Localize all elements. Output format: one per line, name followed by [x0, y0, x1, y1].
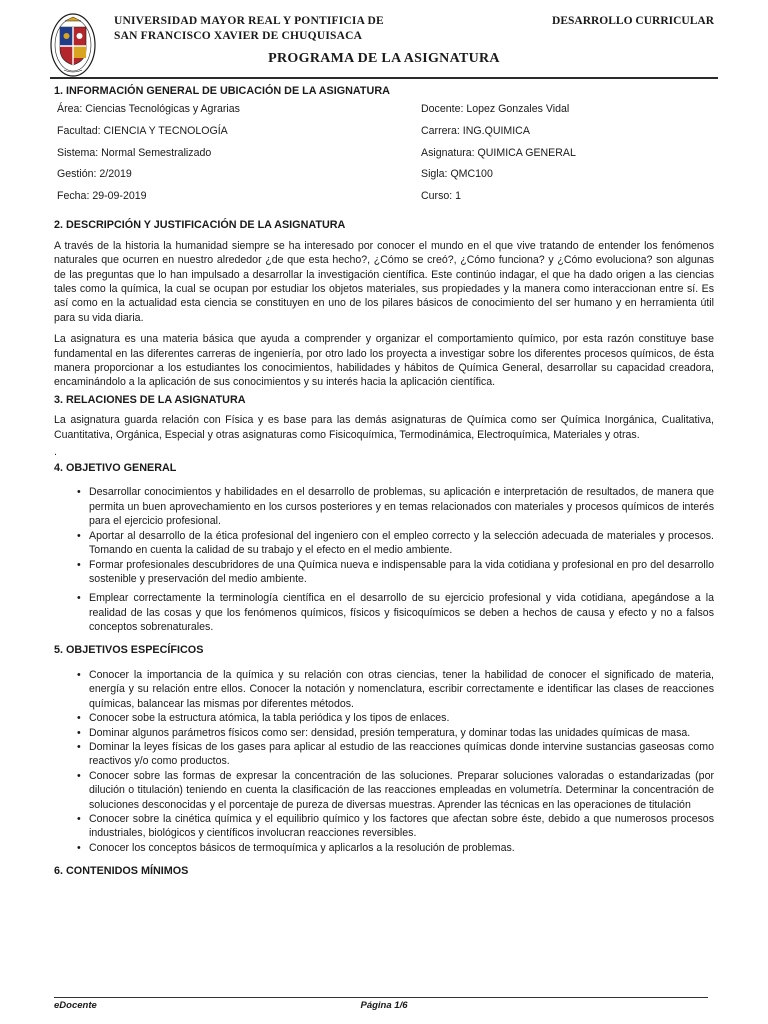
info-carrera: Carrera: ING.QUIMICA	[421, 125, 530, 137]
university-name-line1: UNIVERSIDAD MAYOR REAL Y PONTIFICIA DE	[114, 15, 384, 27]
description-paragraph-2: La asignatura es una materia básica que ayuda a comprender y organizar el comportamiento químico, por esta razón constituye base fundamental en las diferentes carreras de ingeniería, por otro lado los proyecta a investigar sobre los diferentes procesos químicos, de ésta manera proporcionar a los estudiantes los conocimientos, habilidades y hábitos de Química General, desarrollar su capacidad creadora, encaminándolo a la aplicación de sus conocimientos y su interés hacia la aplicación científica.	[54, 333, 714, 389]
section-3-heading: 3. RELACIONES DE LA ASIGNATURA	[54, 393, 246, 406]
info-gestion: Gestión: 2/2019	[57, 168, 132, 181]
list-item: • Dominar algunos parámetros físicos como ser: densidad, presión temperatura, y dominar todas las unidades químicas de masa.	[89, 726, 714, 740]
list-item: • Conocer sobre la cinética química y el equilibrio químico y los factores que afectan sobre éste, debido a que numerosos procesos industriales, biológicos y científicos involucran reacciones reversibles.	[89, 812, 714, 841]
info-fecha: Fecha: 29-09-2019	[57, 189, 147, 202]
section-4-heading: 4. OBJETIVO GENERAL	[54, 462, 177, 475]
list-item: • Conocer sobre las formas de expresar la concentración de las soluciones. Preparar soluciones valoradas o estandarizadas (por dilución o titulación) teniendo en cuenta la clasificación de las reacciones empleadas en volumetría. Determinar la concentración de soluciones desconocidas y el porcentaje de pureza de diversas muestras. Aprender las técnicas en las operaciones de titulación	[89, 769, 714, 812]
department-label: DESARROLLO CURRICULAR	[552, 15, 714, 27]
section-2-heading: 2. DESCRIPCIÓN Y JUSTIFICACIÓN DE LA ASIGNATURA	[54, 219, 346, 232]
university-seal-icon	[50, 13, 96, 77]
relations-paragraph: La asignatura guarda relación con Física y es base para las demás asignaturas de Química como ser Química Inorgánica, Cualitativa, Cuantitativa, Orgánica, Especial y otras asignaturas como Fisicoquímica, Termodinámica, Electroquímica, Materiales y otras.	[54, 414, 714, 441]
list-item: • Desarrollar conocimientos y habilidades en el desarrollo de problemas, su aplicación e interpretación de resultados, de manera que permita un buen aprovechamiento en los cursos posteriores y en temas relacionados con materiales y procesos químicos de interés para el ejercicio profesional.	[89, 485, 714, 528]
list-item: • Dominar la leyes físicas de los gases para aplicar al estudio de las reacciones químicas donde intervine sustancias gaseosas como reactivos y/o como productos.	[89, 740, 714, 769]
info-curso: Curso: 1	[421, 189, 462, 202]
footer-brand: eDocente	[54, 1000, 97, 1011]
info-docente: Docente: Lopez Gonzales Vidal	[421, 103, 570, 116]
section-6-heading: 6. CONTENIDOS MÍNIMOS	[54, 865, 189, 878]
section-1-heading: 1. INFORMACIÓN GENERAL DE UBICACIÓN DE LA ASIGNATURA	[54, 85, 390, 97]
info-sigla: Sigla: QMC100	[421, 168, 493, 181]
info-facultad: Facultad: CIENCIA Y TECNOLOGÍA	[57, 125, 228, 137]
document-body	[54, 84, 714, 879]
footer-divider	[54, 997, 708, 998]
specific-objectives-list	[54, 668, 714, 855]
general-objectives-list	[54, 485, 714, 634]
list-item: • Conocer sobe la estructura atómica, la tabla periódica y los tipos de enlaces.	[89, 711, 714, 725]
info-area: Área: Ciencias Tecnológicas y Agrarias	[57, 103, 240, 116]
list-item: • Emplear correctamente la terminología científica en el desarrollo de su ejercicio profesional y vida cotidiana, apegándose a la realidad de las cosas y que los fenómenos químicos, físicos y fisicoquímicos se deben a hechos de causa y efecto y no a falsos conceptos sobrenaturales.	[89, 591, 714, 634]
section-5-heading: 5. OBJETIVOS ESPECÍFICOS	[54, 643, 204, 656]
page-number: Página 1/6	[360, 1000, 408, 1011]
list-item: • Conocer la importancia de la química y su relación con otras ciencias, tener la habilidad de conocer el significado de materia, energía y su relación entre ellos. Conocer la notación y nomenclatura, escribir correctamente e identificar las clases de reacciones químicas, balancear las mismas por diferentes métodos.	[89, 668, 714, 711]
header-divider	[50, 77, 718, 79]
document-title: PROGRAMA DE LA ASIGNATURA	[268, 51, 500, 66]
list-item: • Formar profesionales descubridores de una Química nueva e indispensable para la vida cotidiana y profesional en pro del desarrollo sostenible y preservación del medio ambiente.	[89, 558, 714, 587]
list-item: • Aportar al desarrollo de la ética profesional del ingeniero con el empleo correcto y la selección adecuada de materiales y procesos. Tomando en cuenta la calidad de su trabajo y el efecto en el medio ambiente.	[89, 529, 714, 558]
page-header	[0, 0, 768, 80]
university-name-line2: SAN FRANCISCO XAVIER DE CHUQUISACA	[114, 30, 363, 42]
info-asignatura: Asignatura: QUIMICA GENERAL	[421, 146, 576, 159]
info-sistema: Sistema: Normal Semestralizado	[57, 146, 212, 159]
description-paragraph-1: A través de la historia la humanidad siempre se ha interesado por conocer el mundo en el que vive tratando de entender los fenómenos naturales que ocurren en nuestro alrededor ¿de que esta hecho?, ¿Cómo se creó?, ¿Cómo funciona? y ¿Cómo evoluciona? son algunas de las preguntas que lo han impulsado a desarrollar la investigación científica. Este continúo indagar, el que ha dado origen a las ciencias tales como la química, la cual se ocupan por estudiar los objetos materiales, sus propiedades y la manera como interaccionan entre sí. Es así como en la actualidad esta ciencia se constituyen en uno de los pilares básicos de conocimiento del ser humano y en herramienta útil para su vida diaria.	[54, 239, 714, 324]
general-info-grid	[54, 102, 714, 210]
stray-period: .	[54, 446, 57, 459]
list-item: • Conocer los conceptos básicos de termoquímica y aplicarlos a la resolución de problemas.	[89, 841, 714, 855]
